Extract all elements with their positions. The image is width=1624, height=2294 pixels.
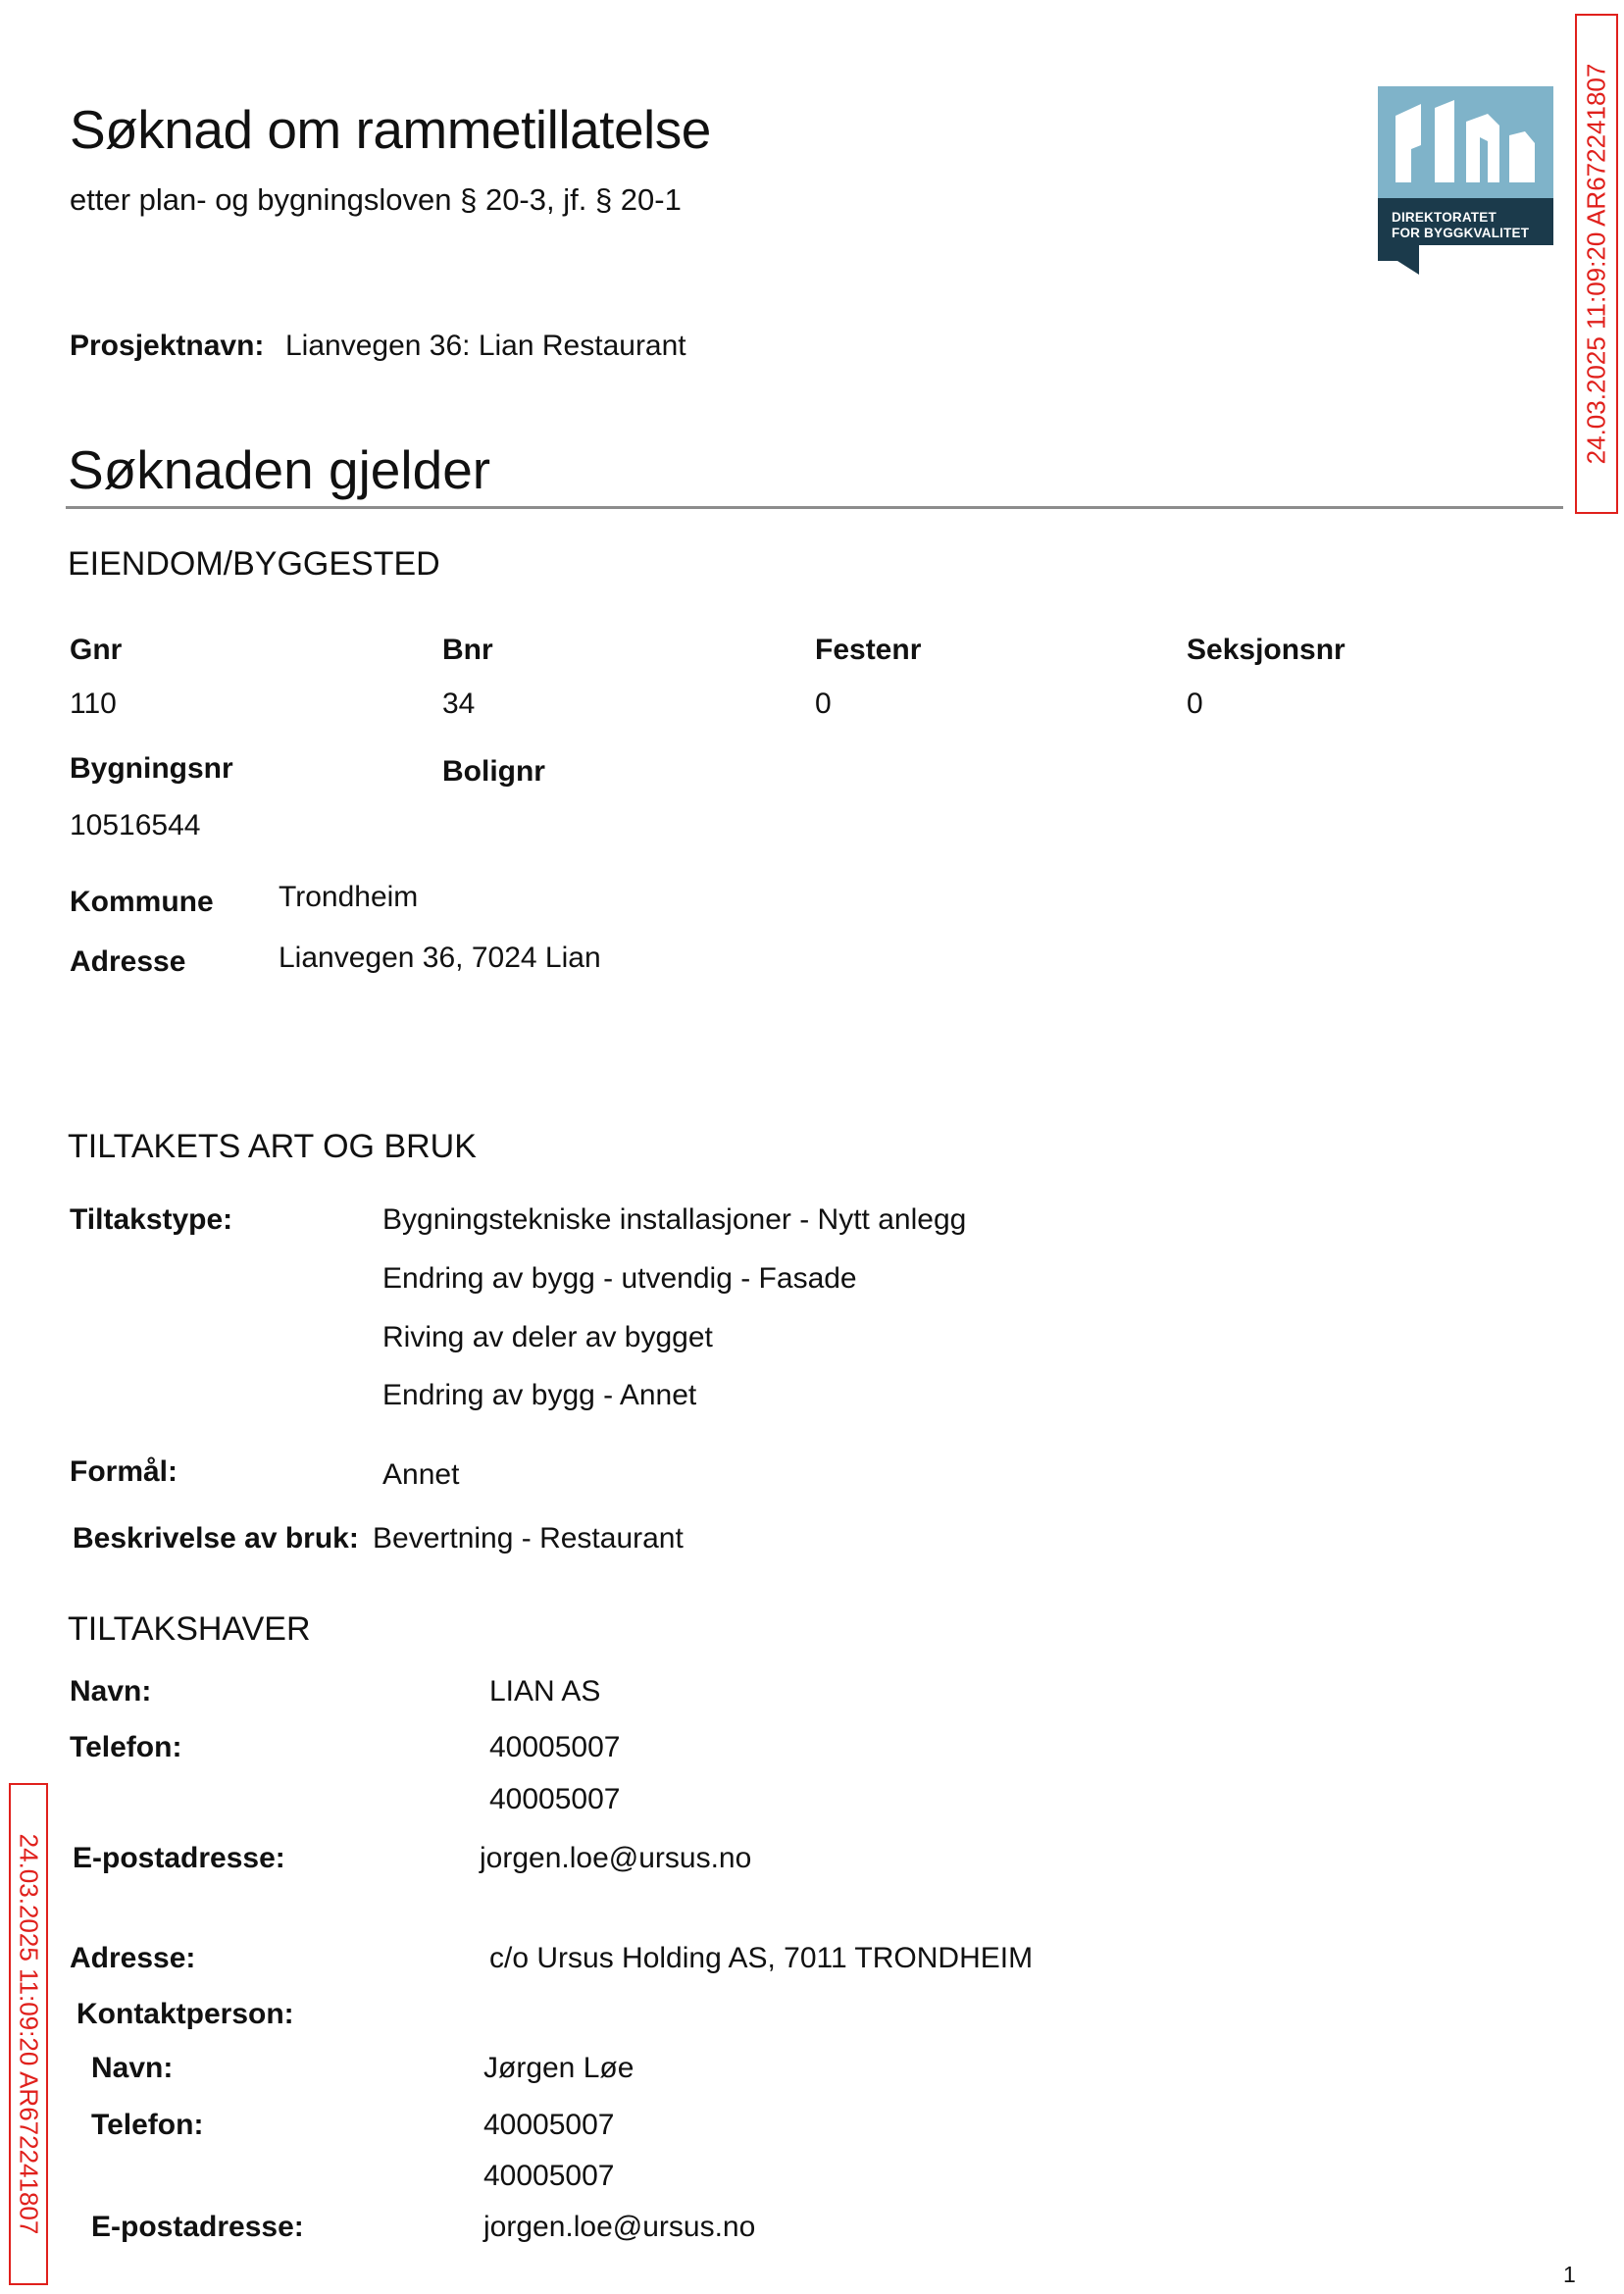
kontakt-telefon-label: Telefon:: [91, 2109, 204, 2141]
stamp-right: [1575, 14, 1618, 514]
section-divider: [66, 506, 1563, 509]
dibk-logo: [1378, 86, 1553, 275]
kontakt-epost-value: jorgen.loe@ursus.no: [483, 2211, 756, 2243]
tiltakshaver-navn-value: LIAN AS: [489, 1675, 601, 1708]
project-value: Lianvegen 36: Lian Restaurant: [285, 330, 686, 362]
bnr-value: 34: [442, 688, 476, 720]
tiltakstype-item: Riving av deler av bygget: [382, 1321, 713, 1353]
tiltakshaver-adresse-value: c/o Ursus Holding AS, 7011 TRONDHEIM: [489, 1942, 1034, 1974]
kontakt-navn-label: Navn:: [91, 2052, 174, 2084]
tiltakstype-item: Endring av bygg - Annet: [382, 1379, 697, 1411]
bruk-label: Beskrivelse av bruk:: [73, 1522, 359, 1555]
gnr-value: 110: [70, 688, 117, 720]
stamp-left: [9, 1783, 48, 2285]
formal-value: Annet: [382, 1458, 460, 1491]
eiendom-heading: EIENDOM/BYGGESTED: [68, 545, 440, 583]
bygningsnr-label: Bygningsnr: [70, 752, 233, 785]
tiltakshaver-heading: TILTAKSHAVER: [68, 1610, 311, 1648]
gnr-label: Gnr: [70, 634, 123, 666]
logo-line-2: FOR BYGGKVALITET: [1392, 226, 1530, 240]
kommune-label: Kommune: [70, 886, 214, 918]
bruk-value: Bevertning - Restaurant: [373, 1522, 684, 1555]
document-subtitle: etter plan- og bygningsloven § 20-3, jf. § 20-1: [70, 182, 682, 217]
tiltakstype-item: Bygningstekniske installasjoner - Nytt anlegg: [382, 1203, 967, 1236]
tiltakshaver-epost-value: jorgen.loe@ursus.no: [480, 1842, 752, 1874]
bolignr-label: Bolignr: [442, 755, 545, 788]
page-number: 1: [1563, 2262, 1576, 2287]
festenr-value: 0: [815, 688, 832, 720]
tiltakshaver-telefon-2: 40005007: [489, 1783, 621, 1815]
bnr-label: Bnr: [442, 634, 493, 666]
adresse-value: Lianvegen 36, 7024 Lian: [279, 942, 601, 974]
kontakt-navn-value: Jørgen Løe: [483, 2052, 634, 2084]
document-title: Søknad om rammetillatelse: [70, 99, 711, 160]
adresse-label: Adresse: [70, 945, 186, 978]
tiltak-heading: TILTAKETS ART OG BRUK: [68, 1128, 477, 1165]
kontakt-epost-label: E-postadresse:: [91, 2211, 304, 2243]
formal-label: Formål:: [70, 1455, 178, 1488]
kommune-value: Trondheim: [279, 881, 419, 913]
seksjonsnr-label: Seksjonsnr: [1187, 634, 1345, 666]
tiltakstype-label: Tiltakstype:: [70, 1203, 233, 1236]
tiltakshaver-adresse-label: Adresse:: [70, 1942, 196, 1974]
section-heading: Søknaden gjelder: [68, 439, 491, 500]
kontaktperson-label: Kontaktperson:: [76, 1998, 294, 2030]
bygningsnr-value: 10516544: [70, 809, 201, 841]
tiltakshaver-navn-label: Navn:: [70, 1675, 152, 1708]
logo-line-1: DIREKTORATET: [1392, 210, 1497, 225]
stamp-right-text: 24.03.2025 11:09:20 AR672241807: [1581, 63, 1611, 465]
dibk-logo-icon: [1378, 86, 1553, 275]
project-label: Prosjektnavn:: [70, 330, 265, 362]
tiltakshaver-telefon-label: Telefon:: [70, 1731, 182, 1763]
tiltakstype-item: Endring av bygg - utvendig - Fasade: [382, 1262, 857, 1295]
tiltakshaver-epost-label: E-postadresse:: [73, 1842, 285, 1874]
festenr-label: Festenr: [815, 634, 922, 666]
seksjonsnr-value: 0: [1187, 688, 1203, 720]
stamp-left-text: 24.03.2025 11:09:20 AR672241807: [14, 1833, 44, 2235]
kontakt-telefon-2: 40005007: [483, 2160, 615, 2192]
tiltakshaver-telefon-1: 40005007: [489, 1731, 621, 1763]
kontakt-telefon-1: 40005007: [483, 2109, 615, 2141]
